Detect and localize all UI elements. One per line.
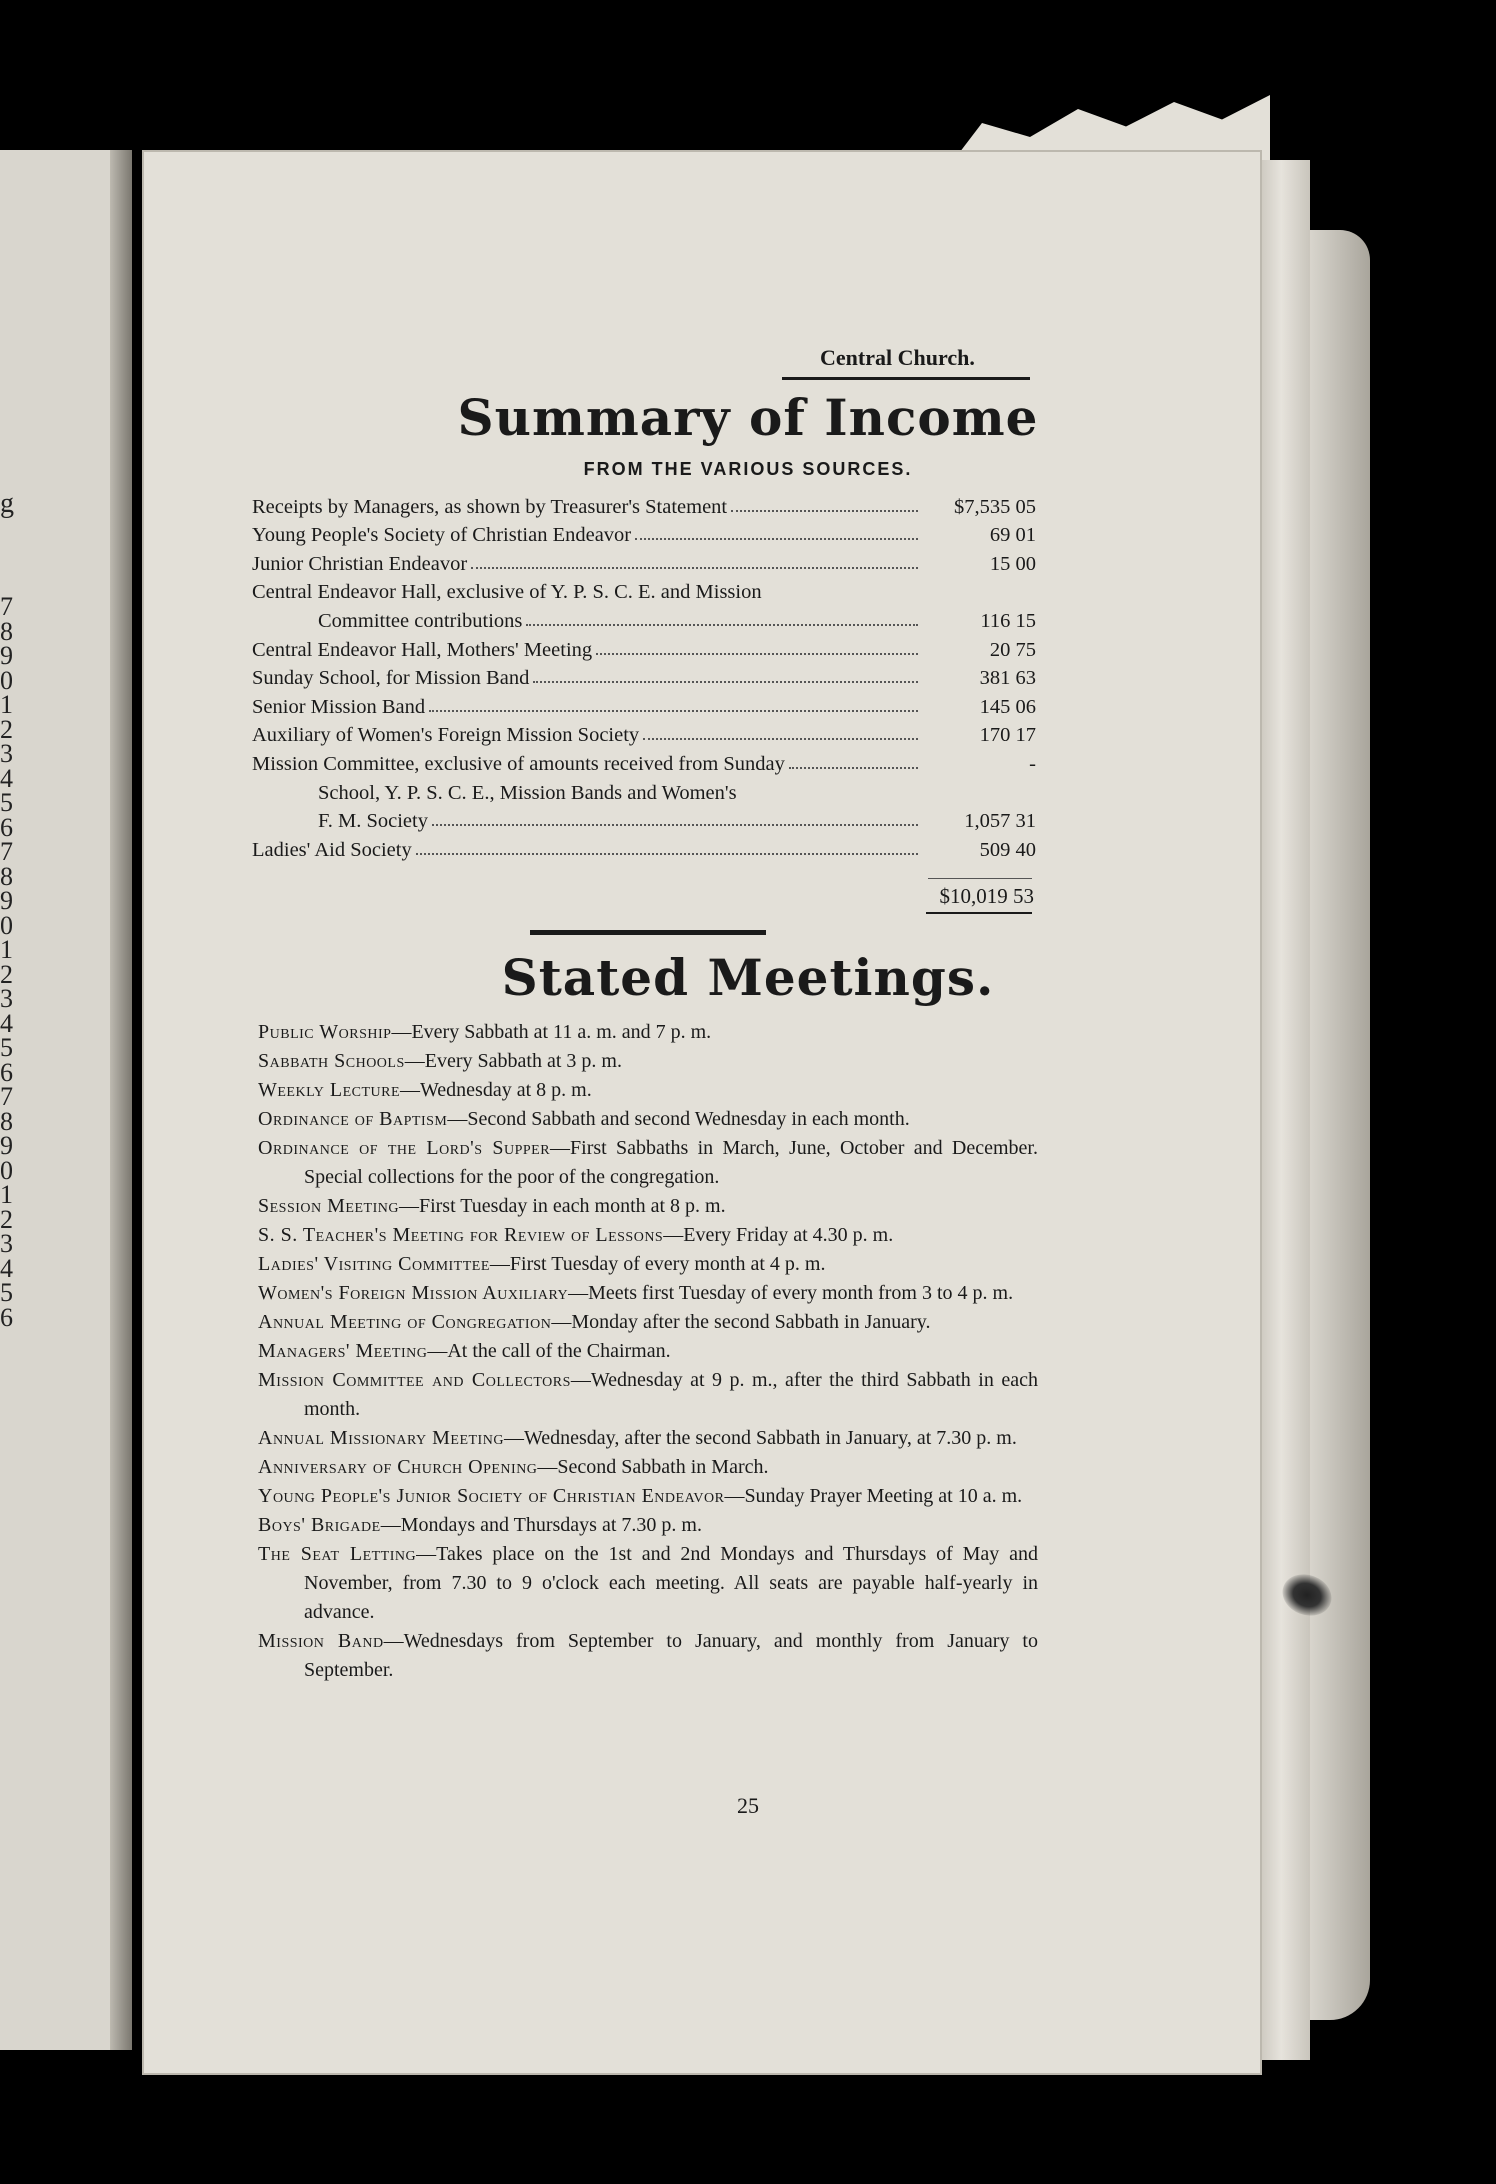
running-head: Central Church. bbox=[820, 345, 975, 370]
total-underline bbox=[926, 912, 1032, 914]
income-amount: 15 00 bbox=[989, 552, 1036, 575]
income-row bbox=[252, 604, 1036, 633]
meeting-heading: Weekly Lecture bbox=[258, 1079, 401, 1101]
meeting-heading: Young People's Junior Society of Christian Endeavor bbox=[258, 1485, 725, 1507]
facing-digit: 0 bbox=[0, 665, 13, 695]
page-number: 25 bbox=[737, 1793, 759, 1818]
income-label: Ladies' Aid Society bbox=[252, 838, 412, 861]
meeting-entry bbox=[258, 1134, 1038, 1192]
leader-dots bbox=[635, 538, 918, 540]
income-label: Senior Mission Band bbox=[252, 695, 426, 718]
meeting-heading: Boys' Brigade bbox=[258, 1514, 381, 1536]
meeting-heading: Public Worship bbox=[258, 1021, 392, 1043]
income-label: Young People's Society of Christian Endeavor bbox=[252, 524, 632, 547]
meeting-entry bbox=[258, 1627, 1038, 1685]
income-amount: - bbox=[1029, 752, 1036, 775]
facing-digit: 1 bbox=[0, 690, 13, 719]
income-label: Mission Committee, exclusive of amounts received from Sunday bbox=[252, 752, 785, 775]
facing-digit: 9 bbox=[0, 886, 13, 915]
facing-digit: 2 bbox=[0, 959, 13, 989]
leader-dots bbox=[596, 653, 918, 655]
facing-digit: 7 bbox=[0, 592, 13, 621]
facing-digit: 1 bbox=[0, 1180, 13, 1209]
meeting-entry bbox=[258, 1192, 1038, 1221]
facing-digit: 2 bbox=[0, 714, 13, 744]
income-row bbox=[252, 833, 1036, 862]
meeting-entry bbox=[258, 1366, 1038, 1424]
facing-digit: 0 bbox=[0, 910, 13, 940]
income-row bbox=[252, 547, 1036, 576]
running-head-rule bbox=[782, 377, 1030, 380]
meeting-heading: Sabbath Schools bbox=[258, 1050, 405, 1072]
meeting-heading: Mission Band bbox=[258, 1630, 384, 1652]
meeting-heading: Annual Meeting of Congregation bbox=[258, 1311, 552, 1333]
facing-digit: 3 bbox=[0, 739, 13, 768]
income-title: Summary of Income bbox=[457, 388, 1039, 447]
facing-digit: 6 bbox=[0, 1057, 13, 1087]
page-stack-edge bbox=[1310, 230, 1370, 2020]
facing-digit: 2 bbox=[0, 1204, 13, 1234]
meeting-heading: Mission Committee and Collectors bbox=[258, 1369, 571, 1391]
meeting-heading: Ordinance of the Lord's Supper bbox=[258, 1137, 551, 1159]
leader-dots bbox=[432, 824, 918, 826]
meeting-text: —Second Sabbath and second Wednesday in each month. bbox=[447, 1108, 910, 1130]
meeting-entry bbox=[258, 1540, 1038, 1627]
facing-digit: 5 bbox=[0, 1033, 13, 1062]
meeting-heading: S. S. Teacher's Meeting for Review of Lessons bbox=[258, 1224, 664, 1246]
meeting-text: —First Tuesday of every month at 4 p. m. bbox=[489, 1253, 826, 1275]
income-label: Auxiliary of Women's Foreign Mission Society bbox=[252, 724, 640, 747]
income-row bbox=[252, 633, 1036, 662]
meeting-entry bbox=[258, 1250, 1038, 1279]
income-row bbox=[252, 805, 1036, 834]
income-label: Junior Christian Endeavor bbox=[252, 552, 468, 575]
leader-dots bbox=[471, 567, 918, 569]
income-row bbox=[252, 747, 1036, 776]
meeting-text: —Mondays and Thursdays at 7.30 p. m. bbox=[380, 1514, 702, 1536]
section-divider bbox=[530, 930, 766, 935]
meeting-text: —Every Sabbath at 11 a. m. and 7 p. m. bbox=[391, 1021, 712, 1043]
meeting-text: —Every Friday at 4.30 p. m. bbox=[663, 1224, 894, 1246]
income-amount: 69 01 bbox=[989, 524, 1036, 547]
meeting-heading: Ordinance of Baptism bbox=[258, 1108, 448, 1130]
leader-dots bbox=[526, 624, 918, 626]
income-row bbox=[252, 662, 1036, 691]
facing-page-letter: g bbox=[0, 488, 14, 519]
meeting-heading: Managers' Meeting bbox=[258, 1340, 428, 1362]
meeting-entry bbox=[258, 1308, 1038, 1337]
leader-dots bbox=[731, 510, 918, 512]
income-amount: 170 17 bbox=[979, 724, 1036, 747]
meetings-list bbox=[258, 1018, 1038, 1685]
meeting-entry bbox=[258, 1047, 1038, 1076]
facing-digit: 1 bbox=[0, 935, 13, 964]
total-rule bbox=[928, 878, 1032, 879]
income-label: F. M. Society bbox=[318, 810, 428, 833]
facing-digit: 8 bbox=[0, 1106, 13, 1136]
meeting-entry bbox=[258, 1511, 1038, 1540]
meeting-entry bbox=[258, 1076, 1038, 1105]
meetings-title: Stated Meetings. bbox=[501, 948, 995, 1007]
facing-digit: 6 bbox=[0, 812, 13, 842]
income-label: Sunday School, for Mission Band bbox=[252, 667, 530, 690]
meeting-entry bbox=[258, 1453, 1038, 1482]
income-total: $10,019 53 bbox=[939, 884, 1034, 908]
income-amount: 145 06 bbox=[979, 695, 1036, 718]
meeting-text: —Wednesdays from September to January, and monthly from January to September. bbox=[304, 1630, 1038, 1681]
facing-digit: 8 bbox=[0, 616, 13, 646]
meeting-text: —Second Sabbath in March. bbox=[537, 1456, 769, 1478]
leader-dots bbox=[643, 738, 918, 740]
meeting-text: —At the call of the Chairman. bbox=[427, 1340, 671, 1362]
income-table bbox=[252, 490, 1036, 862]
leader-dots bbox=[789, 767, 918, 769]
facing-digit: 9 bbox=[0, 1131, 13, 1160]
facing-digit: 5 bbox=[0, 788, 13, 817]
income-label: Committee contributions bbox=[318, 609, 523, 632]
leader-dots bbox=[429, 710, 918, 712]
income-label: Central Endeavor Hall, Mothers' Meeting bbox=[252, 638, 593, 661]
meeting-heading: Ladies' Visiting Committee bbox=[258, 1253, 490, 1275]
income-amount: 381 63 bbox=[979, 667, 1036, 690]
income-amount: $7,535 05 bbox=[954, 495, 1036, 518]
meeting-heading: Session Meeting bbox=[258, 1195, 399, 1217]
meeting-text: —Wednesday at 8 p. m. bbox=[400, 1079, 592, 1101]
income-amount: 20 75 bbox=[989, 638, 1036, 661]
facing-digit: 7 bbox=[0, 1082, 13, 1111]
income-row bbox=[252, 776, 1036, 805]
facing-digit: 3 bbox=[0, 1229, 13, 1258]
meeting-entry bbox=[258, 1424, 1038, 1453]
facing-digit: 8 bbox=[0, 861, 13, 891]
meeting-text: —Meets first Tuesday of every month from 3 to 4 p. m. bbox=[568, 1282, 1014, 1304]
income-row bbox=[252, 519, 1036, 548]
leader-dots bbox=[533, 681, 918, 683]
facing-digit: 6 bbox=[0, 1302, 13, 1332]
meeting-entry bbox=[258, 1279, 1038, 1308]
income-label: School, Y. P. S. C. E., Mission Bands and Women's bbox=[318, 781, 737, 804]
income-amount: 1,057 31 bbox=[964, 810, 1036, 833]
income-label: Central Endeavor Hall, exclusive of Y. P. S. C. E. and Mission bbox=[252, 581, 762, 604]
meeting-text: —First Sabbaths in March, June, October and December. Special collections for the poor of the congregation. bbox=[304, 1137, 1038, 1188]
meeting-text: —Sunday Prayer Meeting at 10 a. m. bbox=[724, 1485, 1023, 1507]
leader-dots bbox=[416, 853, 918, 855]
meeting-text: —Every Sabbath at 3 p. m. bbox=[404, 1050, 622, 1072]
income-amount: 116 15 bbox=[980, 609, 1036, 632]
facing-digit: 4 bbox=[0, 763, 13, 793]
income-row bbox=[252, 719, 1036, 748]
income-row bbox=[252, 490, 1036, 519]
meeting-heading: The Seat Letting bbox=[258, 1543, 417, 1565]
facing-digit: 3 bbox=[0, 984, 13, 1013]
meeting-entry bbox=[258, 1018, 1038, 1047]
income-row bbox=[252, 690, 1036, 719]
meeting-entry bbox=[258, 1482, 1038, 1511]
meeting-text: —Takes place on the 1st and 2nd Mondays and Thursdays of May and November, from 7.30 to 9 o'clock each meeting. All seats are payable half-yearly in advance. bbox=[304, 1543, 1039, 1623]
meeting-text: —Monday after the second Sabbath in January. bbox=[551, 1311, 931, 1333]
facing-digit: 9 bbox=[0, 641, 13, 670]
meeting-text: —Wednesday at 9 p. m., after the third Sabbath in each month. bbox=[304, 1369, 1038, 1420]
meeting-heading: Women's Foreign Mission Auxiliary bbox=[258, 1282, 569, 1304]
meeting-text: —Wednesday, after the second Sabbath in January, at 7.30 p. m. bbox=[503, 1427, 1017, 1449]
facing-digit: 7 bbox=[0, 837, 13, 866]
facing-digit: 4 bbox=[0, 1008, 13, 1038]
facing-digit: 4 bbox=[0, 1253, 13, 1283]
income-label: Receipts by Managers, as shown by Treasurer's Statement bbox=[252, 495, 728, 518]
facing-digit: 0 bbox=[0, 1155, 13, 1185]
meeting-entry bbox=[258, 1337, 1038, 1366]
meeting-entry bbox=[258, 1221, 1038, 1250]
meeting-heading: Annual Missionary Meeting bbox=[258, 1427, 504, 1449]
facing-digit: 5 bbox=[0, 1278, 13, 1307]
meeting-heading: Anniversary of Church Opening bbox=[258, 1456, 538, 1478]
meeting-entry bbox=[258, 1105, 1038, 1134]
meeting-text: —First Tuesday in each month at 8 p. m. bbox=[398, 1195, 726, 1217]
income-subtitle: FROM THE VARIOUS SOURCES. bbox=[583, 459, 913, 479]
income-row bbox=[252, 576, 1036, 605]
income-amount: 509 40 bbox=[979, 838, 1036, 861]
